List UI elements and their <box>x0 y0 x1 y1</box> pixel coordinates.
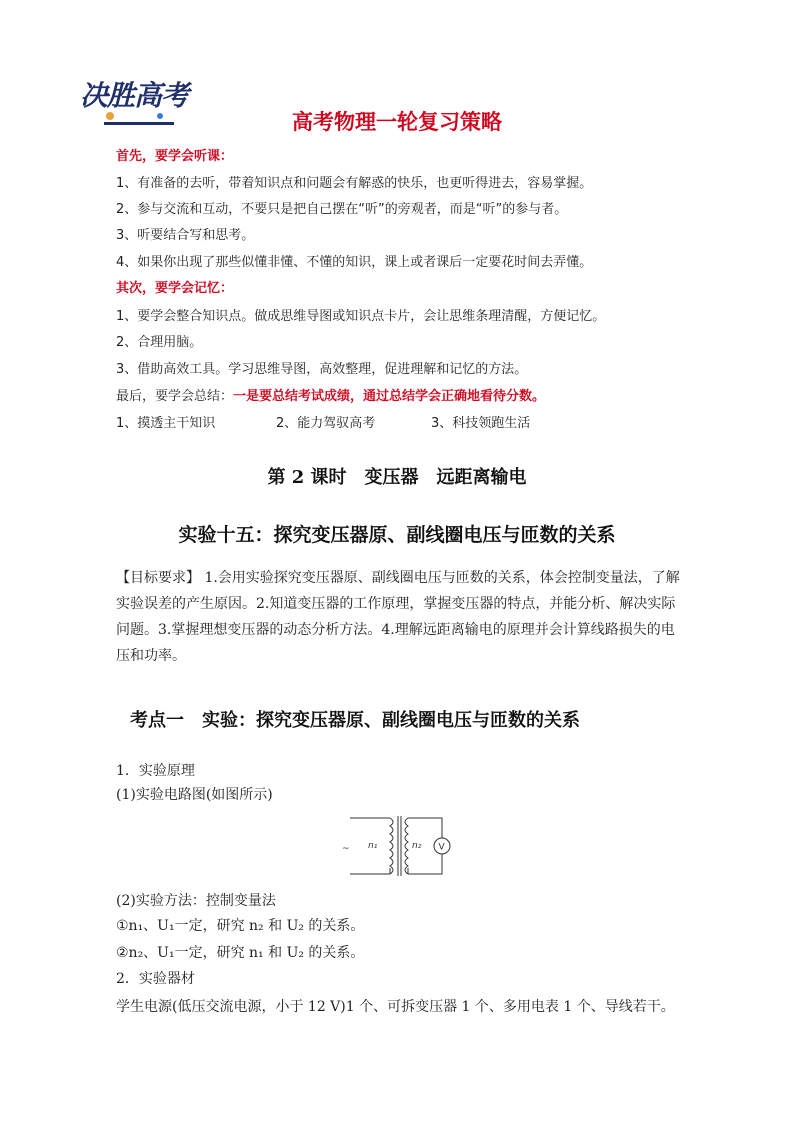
summary-col: 1、摸透主干知识 <box>116 416 216 431</box>
summary-emphasis: 一是要总结考试成绩，通过总结学会正确地看待分数。 <box>233 389 546 404</box>
listen-item: 3、听要结合写和思考。 <box>116 228 255 243</box>
experiment-title: 实验十五：探究变压器原、副线圈电压与匝数的关系 <box>178 524 616 546</box>
listen-item: 4、如果你出现了那些似懂非懂、不懂的知识，课上或者课后一定要花时间去弄懂。 <box>116 255 593 270</box>
section-title: 考点一 实验：探究变压器原、副线圈电压与匝数的关系 <box>130 710 580 731</box>
principle-case1: ①n₁、U₁一定，研究 n₂ 和 U₂ 的关系。 <box>116 918 365 934</box>
equipment-text: 学生电源(低压交流电源，小于 12 V)1 个、可拆变压器 1 个、多用电表 1 个、导线若干。 <box>116 999 675 1015</box>
principle-case2: ②n₂、U₁一定，研究 n₁ 和 U₂ 的关系。 <box>116 945 365 961</box>
logo-text: 决胜高考 <box>80 79 189 112</box>
memory-heading: 其次，要学会记忆： <box>116 281 234 296</box>
goal-paragraph: 【目标要求】 1.会用实验探究变压器原、副线圈电压与匝数的关系，体会控制变量法，了解实验误差的产生原因。2.知道变压器的工作原理，掌握变压器的特点，并能分析、解决实际问题。3.掌握理想变压器的动态分析方法。4.理解远距离输电的原理并会计算线路损失的电压和功率。 <box>116 570 680 664</box>
principle-sub1: (1)实验电路图(如图所示) <box>116 787 273 803</box>
source-label: ~ <box>342 844 350 854</box>
summary-line <box>116 385 545 404</box>
memory-item: 3、借助高效工具。学习思维导图，高效整理，促进理解和记忆的方法。 <box>116 362 528 377</box>
voltmeter-label: V <box>438 842 445 853</box>
equipment-heading: 2．实验器材 <box>116 971 195 987</box>
n2-label: n₂ <box>412 841 422 851</box>
transformer-circuit-diagram <box>340 812 460 880</box>
principle-sub2: (2)实验方法：控制变量法 <box>116 893 276 909</box>
listen-item: 2、参与交流和互动，不要只是把自己摆在“听”的旁观者，而是“听”的参与者。 <box>116 202 568 217</box>
listen-item: 1、有准备的去听，带着知识点和问题会有解惑的快乐，也更听得进去，容易掌握。 <box>116 176 593 191</box>
memory-item: 1、要学会整合知识点。做成思维导图或知识点卡片，会让思维条理清醒，方便记忆。 <box>116 309 606 324</box>
summary-columns <box>116 412 530 431</box>
listen-heading: 首先，要学会听课： <box>116 149 234 164</box>
doc-title: 高考物理一轮复习策略 <box>292 110 502 134</box>
summary-col: 2、能力驾驭高考 <box>276 416 376 431</box>
principle-heading: 1．实验原理 <box>116 763 195 779</box>
lesson-title: 第 2 课时 变压器 远距离输电 <box>267 467 527 488</box>
summary-lead: 最后，要学会总结： <box>116 389 234 404</box>
n1-label: n₁ <box>368 841 378 851</box>
summary-col: 3、科技领跑生活 <box>431 416 531 431</box>
memory-item: 2、合理用脑。 <box>116 335 203 350</box>
